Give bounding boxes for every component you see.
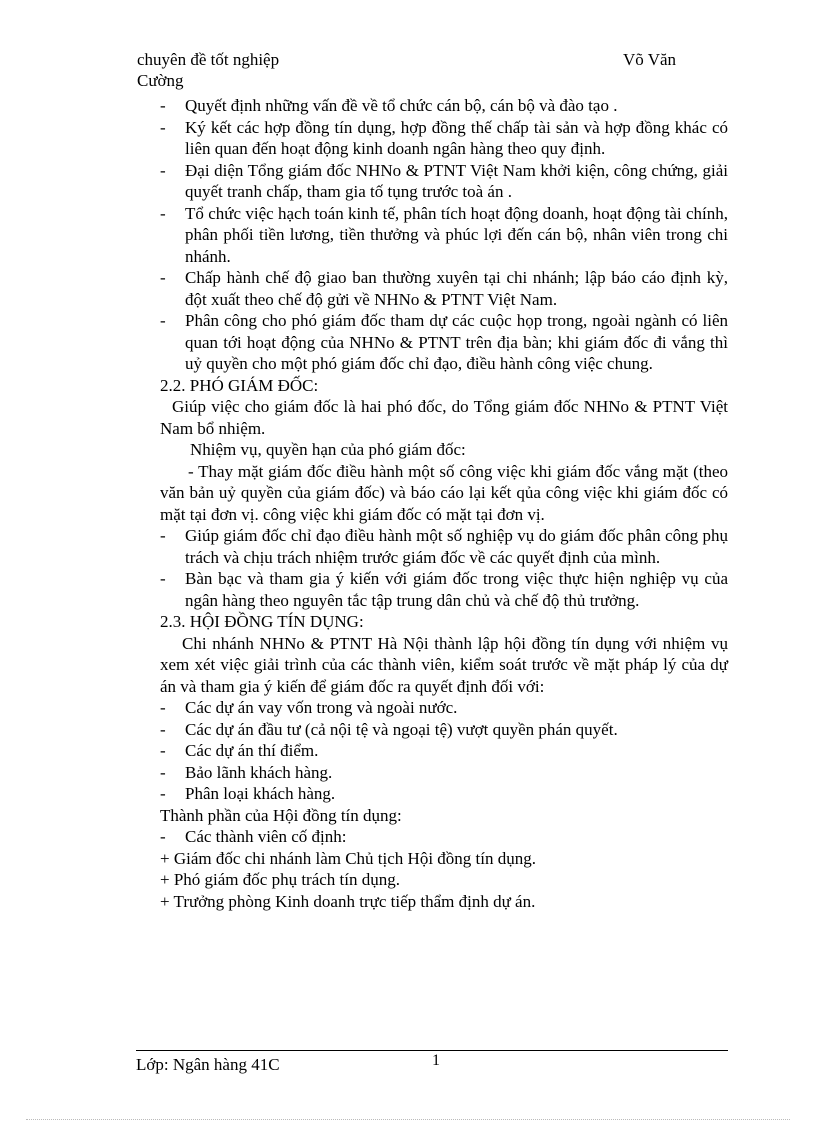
paragraph: Nhiệm vụ, quyền hạn của phó giám đốc: [190, 440, 466, 459]
list-item: - Các dự án vay vốn trong và ngoài nước. [160, 698, 458, 717]
header-left-continued: Cường [137, 71, 184, 90]
paragraph: - Thay mặt giám đốc điều hành một số công việc khi giám đốc vắng mặt (theo văn bản uỷ quyền của giám đốc) và báo cáo lại kết qủa công việc khi giám đốc có mặt tại đơn vị. công việc khi giám đốc có mặt tại đơn vị. [160, 461, 728, 524]
page-number: 1 [432, 1052, 440, 1069]
list-item: - Bảo lãnh khách hàng. [160, 762, 333, 782]
section-heading: 2.3. HỘI ĐỒNG TÍN DỤNG: [160, 612, 364, 631]
paragraph: Chi nhánh NHNo & PTNT Hà Nội thành lập hội đồng tín dụng với nhiệm vụ xem xét việc giải trình của các thành viên, kiểm soát trước về mặt pháp lý của dự án và tham gia ý kiến để giám đốc ra quyết định đối với: [160, 633, 728, 696]
plus-item: + Phó giám đốc phụ trách tín dụng. [160, 870, 401, 889]
list-item: - Giúp giám đốc chỉ đạo điều hành một số nghiệp vụ do giám đốc phân công phụ trách và chịu trách nhiệm trước giám đốc về các quyết định của mình. [160, 526, 728, 567]
paragraph: Giúp việc cho giám đốc là hai phó đốc, do Tổng giám đốc NHNo & PTNT Việt Nam bổ nhiệm. [160, 397, 728, 438]
list-item: - Đại diện Tổng giám đốc NHNo & PTNT Việt Nam khởi kiện, công chứng, giải quyết tranh chấp, tham gia tố tụng trước toà án . [160, 160, 728, 201]
plus-item: + Giám đốc chi nhánh làm Chủ tịch Hội đồng tín dụng. [160, 848, 536, 868]
paragraph: Thành phần của Hội đồng tín dụng: [160, 805, 402, 825]
list-item: - Tổ chức việc hạch toán kinh tế, phân tích hoạt động doanh, hoạt động tài chính, phân phối tiền lương, tiền thưởng và phúc lợi đến cán bộ, nhân viên trong chi nhánh. [160, 203, 728, 266]
header-left: chuyên đề tốt nghiệp [137, 50, 280, 69]
footer-divider [136, 1050, 728, 1051]
list-item: - Phân công cho phó giám đốc tham dự các cuộc họp trong, ngoài ngành có liên quan tới hoạt động của NHNo & PTNT trên địa bàn; khi giám đốc đi vắng thì uỷ quyền cho một phó giám đốc chỉ đạo, điều hành công việc chung. [160, 311, 728, 373]
list-item: - Phân loại khách hàng. [160, 784, 336, 803]
list-item: - Ký kết các hợp đồng tín dụng, hợp đồng thế chấp tài sản và hợp đồng khác có liên quan đến hoạt động kinh doanh ngân hàng theo quy định. [160, 117, 728, 158]
list-item: - Các dự án thí điểm. [160, 741, 319, 760]
header-right: Võ Văn [623, 50, 677, 69]
plus-item: + Trưởng phòng Kinh doanh trực tiếp thẩm định dự án. [160, 891, 536, 911]
list-item: - Các thành viên cố định: [160, 827, 347, 846]
list-item: - Bàn bạc và tham gia ý kiến với giám đốc trong việc thực hiện nghiệp vụ của ngân hàng theo nguyên tắc tập trung dân chủ và chế độ thủ trưởng. [160, 569, 728, 610]
section-heading: 2.2. PHÓ GIÁM ĐỐC: [160, 375, 319, 395]
list-item: - Các dự án đầu tư (cả nội tệ và ngoại tệ) vượt quyền phán quyết. [160, 719, 618, 739]
list-item: - Chấp hành chế độ giao ban thường xuyên tại chi nhánh; lập báo cáo định kỳ, đột xuất theo chế độ gửi về NHNo & PTNT Việt Nam. [160, 268, 728, 309]
list-item: - Quyết định những vấn đề về tổ chức cán bộ, cán bộ và đào tạo . [160, 96, 618, 115]
document-body [160, 95, 728, 912]
footer-class-label: Lớp: Ngân hàng 41C [136, 1055, 280, 1074]
page-edge [26, 1119, 790, 1120]
